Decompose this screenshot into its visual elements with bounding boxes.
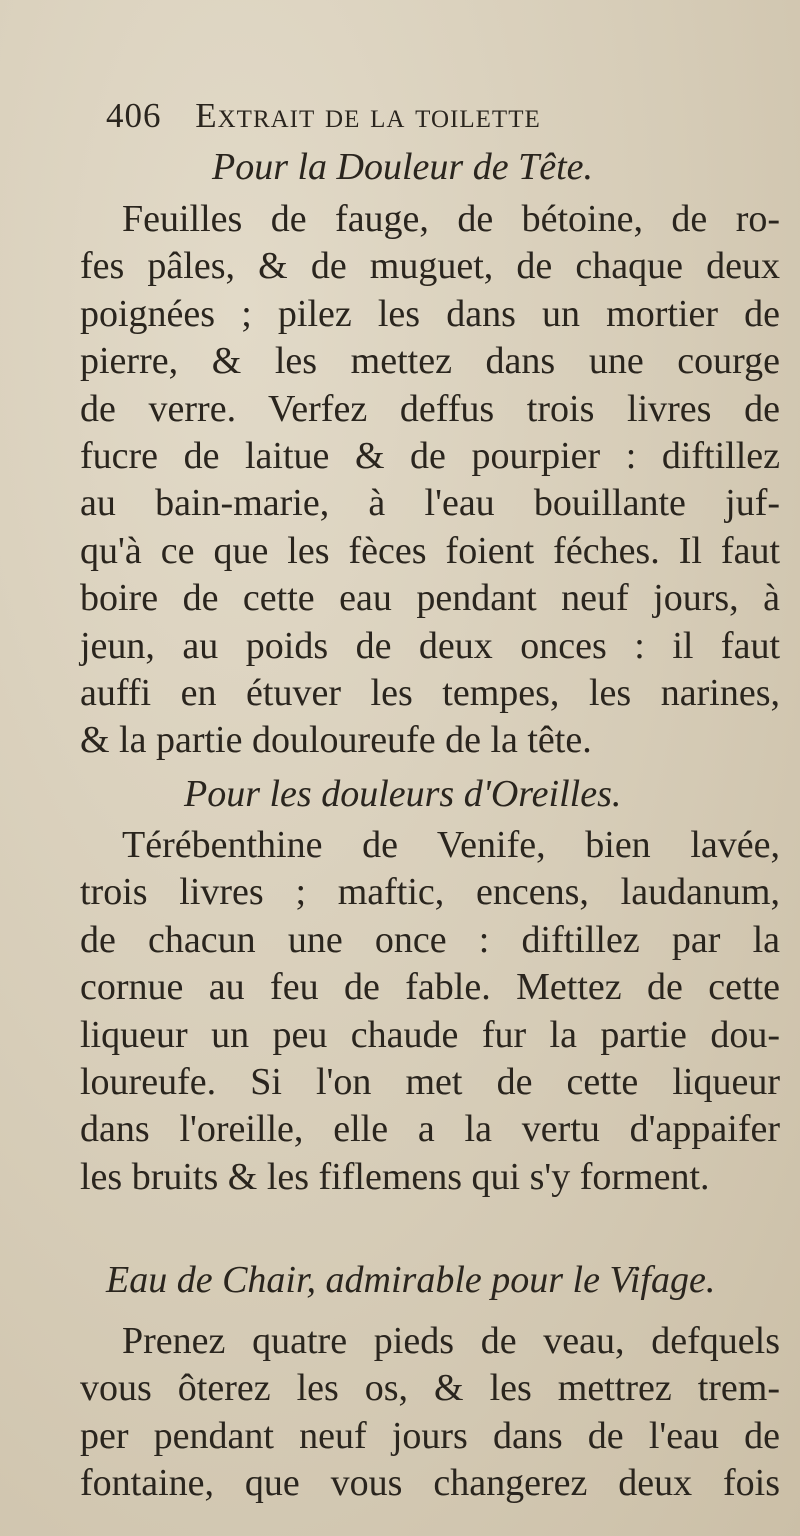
text-line: fucre de laitue & de pourpier : diftillez <box>80 435 780 478</box>
text-line: Feuilles de fauge, de bétoine, de ro- <box>122 198 780 240</box>
paragraph <box>80 196 780 765</box>
section-earache-body <box>80 822 780 1201</box>
section-headache <box>80 145 780 189</box>
text-line: loureufe. Si l'on met de cette liqueur <box>80 1061 780 1104</box>
text-line: de verre. Verfez deffus trois livres de <box>80 387 780 430</box>
paragraph <box>80 822 780 1201</box>
text-line: vous ôterez les os, & les mettrez trem- <box>80 1367 780 1410</box>
section-title: Pour les douleurs d'Oreilles. <box>184 773 622 815</box>
section-headache-body <box>80 196 780 765</box>
text-line: poignées ; pilez les dans un mortier de <box>80 292 780 335</box>
section-earache <box>80 772 780 816</box>
text-line: pierre, & les mettez dans une courge <box>80 340 780 383</box>
text-line: dans l'oreille, elle a la vertu d'appaifer <box>80 1108 780 1151</box>
section-title: Eau de Chair, admirable pour le Vifage. <box>106 1259 716 1301</box>
section-face-water <box>80 1258 780 1302</box>
running-header <box>106 96 786 136</box>
text-line: Prenez quatre pieds de veau, defquels <box>122 1320 780 1362</box>
section-title: Pour la Douleur de Tête. <box>212 146 594 188</box>
text-line: auffi en étuver les tempes, les narines, <box>80 672 780 715</box>
section-face-water-body <box>80 1318 780 1508</box>
text-line: qu'à ce que les fèces foient féches. Il faut <box>80 529 780 572</box>
text-line: au bain-marie, à l'eau bouillante juf- <box>80 482 780 525</box>
text-line: liqueur un peu chaude fur la partie dou- <box>80 1013 780 1056</box>
text-line: trois livres ; maftic, encens, laudanum, <box>80 871 780 914</box>
text-line: les bruits & les fiflemens qui s'y forment. <box>80 1155 710 1198</box>
text-line: fontaine, que vous changerez deux fois <box>80 1462 780 1505</box>
paragraph <box>80 1318 780 1508</box>
page-number: 406 <box>106 96 162 135</box>
text-line: boire de cette eau pendant neuf jours, à <box>80 577 780 620</box>
text-line: Térébenthine de Venife, bien lavée, <box>122 824 780 866</box>
text-line: fes pâles, & de muguet, de chaque deux <box>80 245 780 288</box>
text-line: de chacun une once : diftillez par la <box>80 918 780 961</box>
text-line: cornue au feu de fable. Mettez de cette <box>80 966 780 1009</box>
text-line: jeun, au poids de deux onces : il faut <box>80 624 780 667</box>
text-line: per pendant neuf jours dans de l'eau de <box>80 1414 780 1457</box>
running-title: Extrait de la toilette <box>195 96 541 135</box>
text-line: & la partie douloureufe de la tête. <box>80 719 592 762</box>
